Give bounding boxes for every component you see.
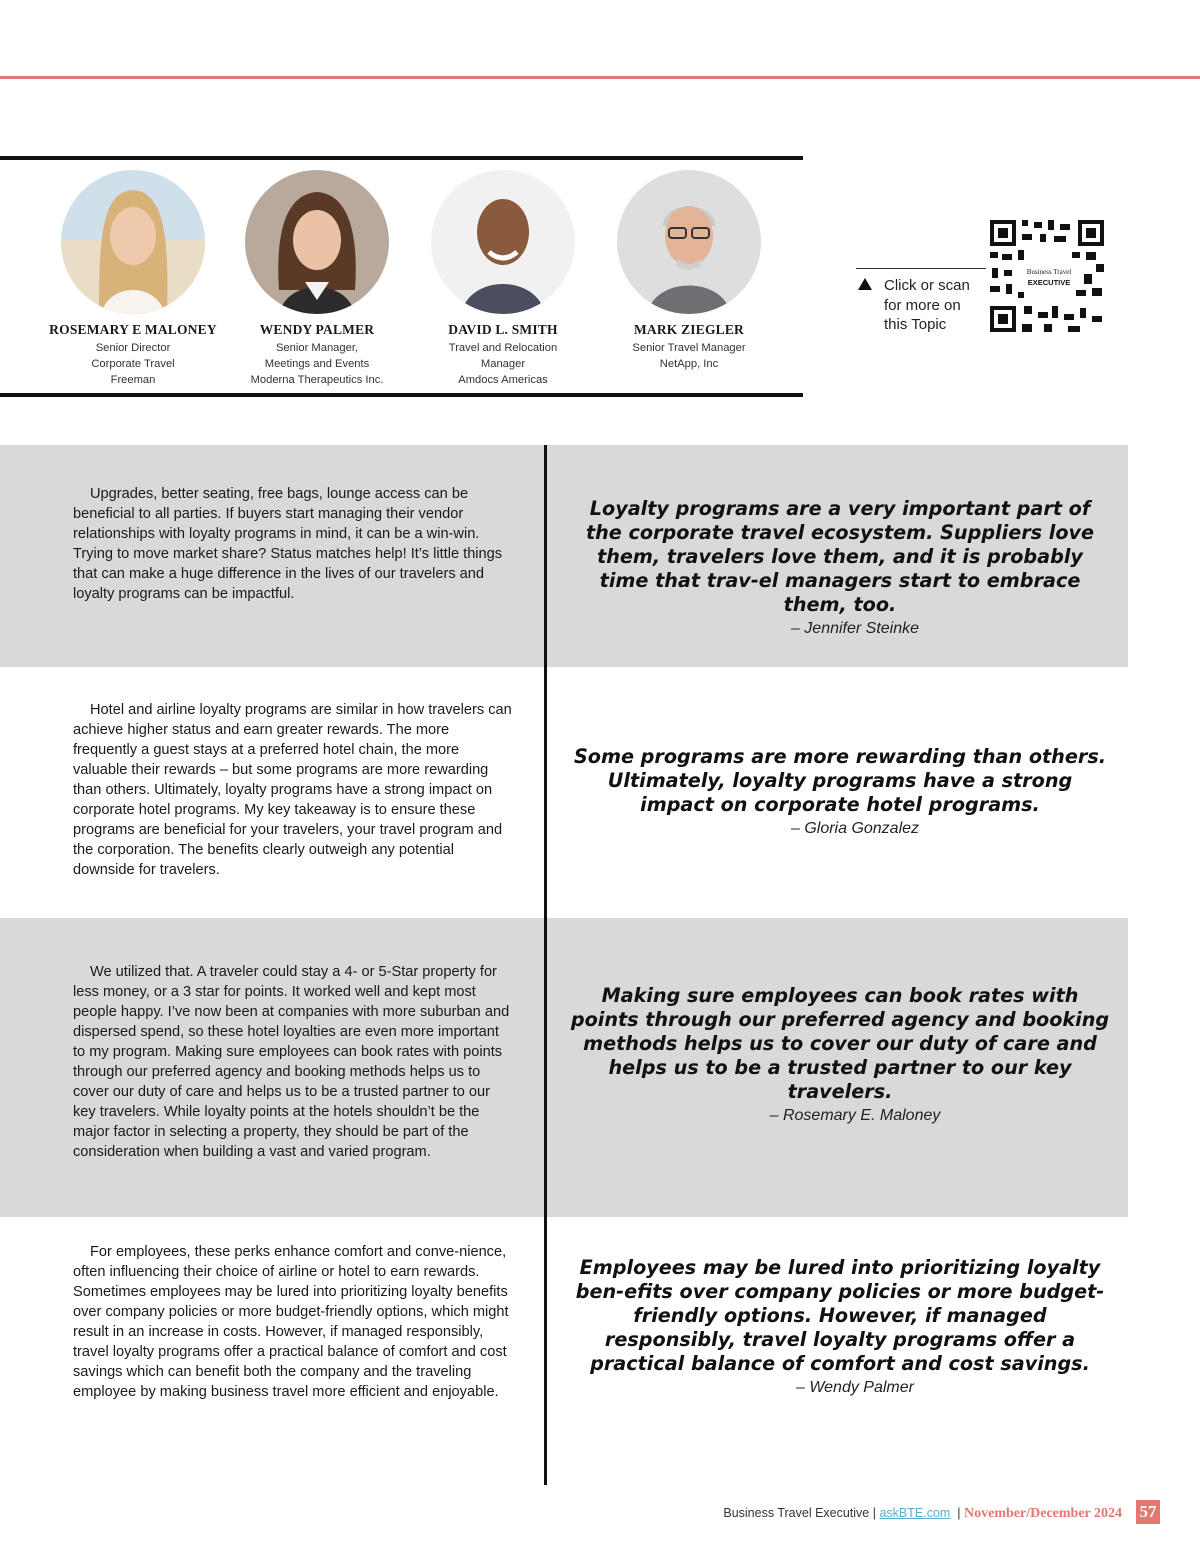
panelist-title: Senior Manager, Meetings and Events Moderna Therapeutics Inc. [250, 342, 384, 386]
headshot-photo [617, 170, 761, 314]
panelist-name: MARK ZIEGLER [633, 322, 745, 337]
panelist-name: DAVID L. SMITH [448, 322, 558, 337]
panelist-name: ROSEMARY E MALONEY [49, 322, 217, 337]
pullquote-text: Making sure employees can book rates with points through our preferred agency and booking methods helps us to cover our duty of care and helps us to be a trusted partner to our key travelers. [570, 984, 1110, 1103]
row-2-pullquote [570, 745, 1110, 840]
qr-code-icon[interactable] [988, 218, 1106, 334]
top-accent-rule [0, 76, 1200, 79]
scan-text: Click or scan for more on this Topic [884, 277, 970, 333]
publication-name: Business Travel Executive [723, 1506, 870, 1520]
row-1-pullquote [570, 497, 1110, 640]
panel-bottom-rule [0, 393, 803, 397]
site-link[interactable]: askBTE.com [879, 1506, 951, 1520]
panelist-david-smith [408, 170, 598, 388]
panelist-title: Senior Travel Manager NetApp, Inc [632, 342, 746, 370]
qr-logo-line2: EXECUTIVE [1027, 278, 1071, 287]
panelist-wendy-palmer [222, 170, 412, 388]
pullquote-text: Employees may be lured into prioritizing loyalty ben-efits over company policies or more budget-friendly options. However, if managed responsibly, travel loyalty programs offer a practical balance of comfort and cost savings. [575, 1256, 1105, 1375]
pullquote-attribution: – Gloria Gonzalez [790, 820, 920, 837]
row-2-body: Hotel and airline loyalty programs are similar in how travelers can achieve higher status and earn greater rewards. The more frequently a guest stays at a preferred hotel chain, the more valuable their rewards – but some programs are more rewarding than others. Ultimately, loyalty programs have a strong impact on corporate hotel programs. My key takeaway is to ensure these programs are beneficial for your travelers, your travel program and the corporation. The benefits clearly outweigh any potential downside for travelers. [73, 702, 512, 878]
panel-top-rule [0, 156, 803, 160]
row-3-body: We utilized that. A traveler could stay a 4- or 5-Star property for less money, or a 3 star for points. It worked well and kept most people happy. I’ve now been at companies with more suburban and dispersed spend, so these hotel loyalties are even more important to my program. Making sure employees can book rates with points through our preferred agency and booking methods helps us to cover our duty of care and helps us to be a trusted partner to our key travelers. While loyalty points at the hotels shouldn’t be the major factor in selecting a property, they should be part of the consideration when building a vast and varied program. [73, 964, 510, 1160]
issue-date: November/December 2024 [964, 1506, 1122, 1521]
pullquote-attribution: – Jennifer Steinke [790, 620, 920, 637]
row-1-body: Upgrades, better seating, free bags, lounge access can be beneficial to all parties. If buyers start managing their vendor relationships with loyalty programs in mind, it can be a win-win. Trying to move market share? Status matches help! It’s little things that can make a huge difference in the lives of our travelers and loyalty programs can be impactful. [73, 486, 503, 602]
pullquote-attribution: – Wendy Palmer [796, 1379, 914, 1396]
page-number: 57 [1136, 1500, 1160, 1524]
up-arrow-icon [858, 278, 872, 290]
center-divider [544, 445, 547, 1485]
headshot-photo [61, 170, 205, 314]
qr-logo-line1: Business Travel [1026, 268, 1072, 276]
scan-rule [856, 268, 986, 269]
row-4-body: For employees, these perks enhance comfort and conve-nience, often influencing their choice of airline or hotel to earn rewards. Sometimes employees may be lured into prioritizing loyalty benefits over company policies or more budget-friendly options, which might result in an increase in costs. However, if managed responsibly, travel loyalty programs offer a practical balance of comfort and cost savings which can benefit both the company and the traveling employee by making business travel more efficient and enjoyable. [73, 1244, 509, 1400]
headshot-photo [245, 170, 389, 314]
pullquote-attribution: – Rosemary E. Maloney [769, 1107, 941, 1124]
pullquote-text: Loyalty programs are a very important part of the corporate travel ecosystem. Suppliers love them, travelers love them, and it is probably time that trav-el managers start to embrace them, too. [585, 497, 1095, 616]
panelist-mark-ziegler [594, 170, 784, 372]
row-4-pullquote [570, 1256, 1110, 1399]
pullquote-text: Some programs are more rewarding than others. Ultimately, loyalty programs have a strong impact on corporate hotel programs. [573, 745, 1107, 816]
panelist-name: WENDY PALMER [259, 322, 375, 337]
headshot-photo [431, 170, 575, 314]
panelist-title: Senior Director Corporate Travel Freeman [91, 342, 175, 386]
row-3-pullquote [570, 984, 1110, 1127]
panelist-title: Travel and Relocation Manager Amdocs Americas [448, 342, 558, 386]
panelist-rosemary-maloney [38, 170, 228, 388]
page-footer: Business Travel Executive | askBTE.com | November/December 2024 57 [600, 1500, 1160, 1526]
